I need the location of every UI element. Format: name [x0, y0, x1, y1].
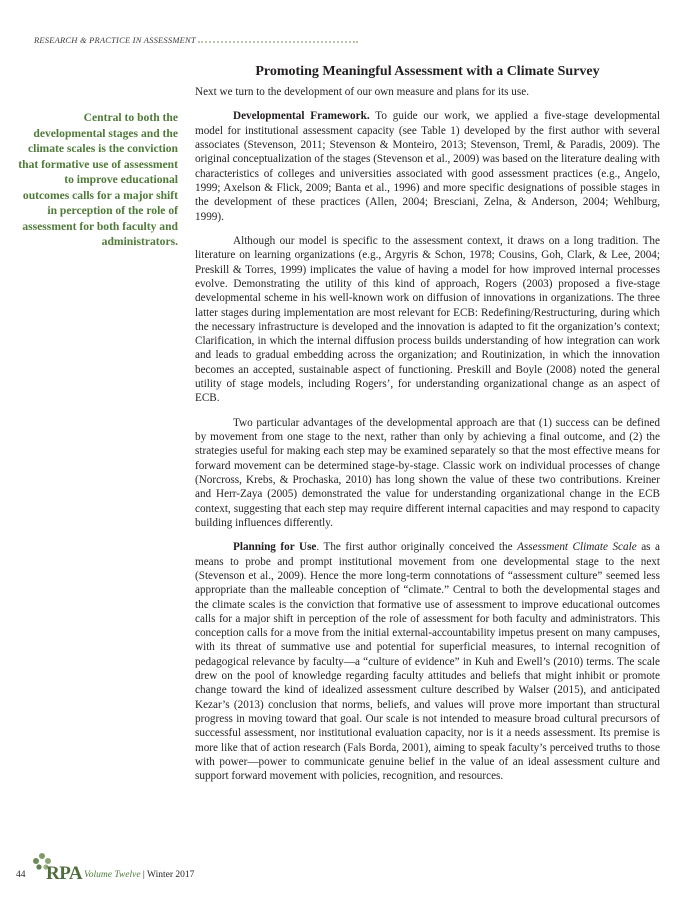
paragraph-text: . The first author originally conceived the — [316, 541, 518, 554]
body-paragraph — [195, 416, 660, 530]
paragraph-text: Two particular advantages of the developmental approach are that (1) success can be defined by movement from one stage to the next, rather than only by achieving a final outcome, and (2) the strategies useful for making each step may be examined separately so that the most effective means for forward movement can be determined stage-by-stage. Classic work on individual processes of change (Norcross, Krebs, & Prochaska, 2010) has long shown the value of these two contributions. Kreiner and Herr-Zaya (2005) demonstrated the value for understanding organizational change in the ECB context, suggesting that each step may require different internal capacities and may respond to capacity building influences differently. — [195, 416, 660, 529]
running-head-text: RESEARCH & PRACTICE IN ASSESSMENT — [34, 35, 196, 45]
paragraph-text: Although our model is specific to the assessment context, it draws on a long tradition. The literature on learning organizations (e.g., Argyris & Schon, 1978; Cousins, Goh, Clark, & Lee, 2004; Preskill & Torres, 1999) implicates the value of having a model for how improved internal processes evolve. Demonstrating the utility of this kind of approach, Rogers (2003) proposed a five-stage developmental scheme in his well-known work on diffusion of innovations in organizations. The three latter stages during implementation are most relevant for ECB: Redefining/Restructuring, during which the necessary infrastructure is developed and the innovation is adapted to fit the organization’s context; Clarification, in which the internal diffusion process builds understanding of how integration can work and leads to gradual embedding across the organization; and Routinization, in which the innovation becomes an accepted, sustainable aspect of functioning. Preskill and Boyle (2008) noted the general utility of stage models, including Rogers’, for understanding organizational change as an aspect of ECB. — [195, 235, 660, 405]
intro-paragraph — [195, 85, 660, 99]
volume-label: Volume Twelve — [84, 870, 141, 880]
planning-for-use-paragraph — [195, 540, 660, 783]
issue-separator: | — [140, 870, 148, 880]
paragraph-text: Next we turn to the development of our own measure and plans for its use. — [195, 86, 529, 98]
section-lead-developmental-framework: Developmental Framework. — [233, 110, 370, 123]
paragraph-text: To guide our work, we applied a five-stage developmental model for institutional assessment capacity (see Table 1) developed by the first author with several associates (Stevenson, 2011; Stevenson & Monteiro, 2013; Stevenson, Treml, & Paradis, 2009). The original conceptualization of the stages (Stevenson et al., 2009) was based on the literature dealing with characteristics of colleges and universities associated with good assessment practices (e.g., Angelo, 1999; Axelson & Flick, 2009; Banta et al., 1996) and more specific designations of possible stages in the development of these practices (Allen, 2004; Bresciani, Zelna, & Anderson, 2004; Wehlburg, 1999). — [195, 110, 660, 223]
issue-info — [84, 870, 194, 880]
running-head-dotted-rule — [198, 40, 358, 43]
section-lead-planning-for-use: Planning for Use — [233, 541, 317, 554]
article-title: Promoting Meaningful Assessment with a Climate Survey — [255, 64, 600, 79]
body-paragraph — [195, 234, 660, 406]
pull-quote: Central to both the developmental stages and the climate scales is the conviction that formative use of assessment to improve educational outcomes calls for a major shift in perception of the role of assessment for both faculty and administrators. — [18, 111, 178, 248]
issue-label: Winter 2017 — [147, 870, 195, 880]
italic-term: Assessment Climate Scale — [517, 541, 637, 554]
running-head — [34, 35, 358, 45]
rpa-logo-text: RPA — [46, 863, 83, 884]
developmental-framework-paragraph — [195, 109, 660, 223]
page-footer — [16, 852, 316, 888]
paragraph-text: as a means to probe and prompt institutional movement from one developmental stage to the next (Stevenson et al., 2009). Hence the more long-term connotations of “assessment culture” seemed less appropriate than the malleable conception of “climate.” Central to both the developmental stages and the climate scales is the conviction that formative use of assessment to improve educational outcomes calls for a major shift in perception of the role of assessment for both faculty and administrators. This conception calls for a move from the initial external-accountability impetus present on many campuses, with its threat of summative use and potential for superficial measures, to internal recognition of pedagogical relevance by faculty—a “culture of evidence” in Kuh and Ewell’s (2010) terms. The scale drew on the pool of knowledge regarding faculty attitudes and beliefs that might inhibit or promote change toward the kind of idealized assessment culture described by Walser (2015), and anticipated Kezar’s (2013) conclusion that norms, beliefs, and values will prove more important than structural progress in moving toward that goal. Our scale is not intended to measure broad cultural precursors of successful assessment, nor institutional evaluation capacity, nor is it a needs assessment. Its premise is more like that of action research (Fals Borda, 2001), aiming to speak faculty’s perceived truths to those with power—power to communicate genuine belief in the value of an ideal assessment culture and support forward movement with policies, recognition, and resources. — [195, 541, 661, 783]
page-number: 44 — [16, 870, 26, 880]
body-column — [195, 85, 660, 794]
